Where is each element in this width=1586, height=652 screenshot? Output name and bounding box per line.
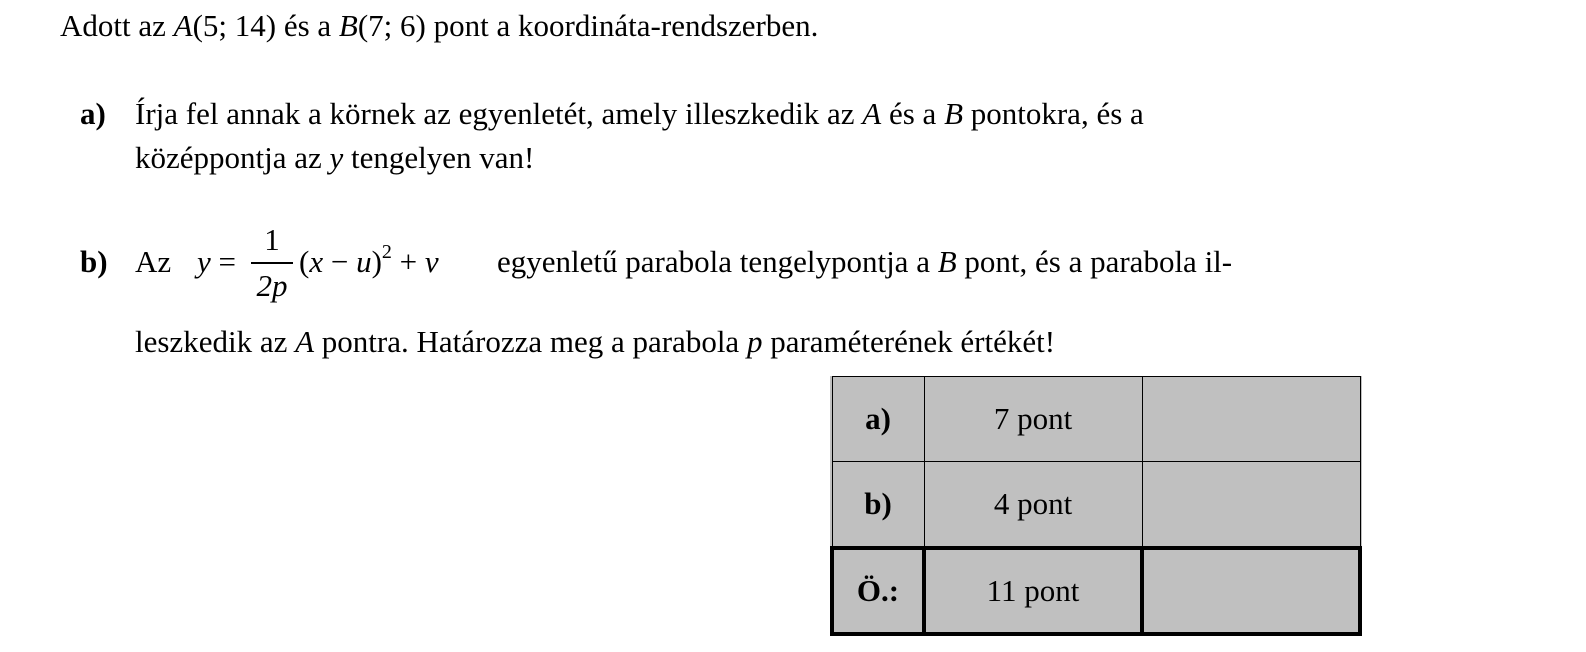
task-b-line-1-text	[497, 244, 1232, 280]
point-a-label: A	[862, 96, 882, 131]
task-a-text: középpontja az	[135, 140, 330, 175]
score-points: 4 pont	[924, 462, 1142, 549]
score-points: 11 pont	[924, 548, 1142, 634]
eq-y: y	[197, 244, 211, 279]
task-a-text: pontokra, és a	[963, 96, 1144, 131]
point-a-label: A	[173, 8, 193, 43]
task-b-text: Az	[135, 244, 172, 279]
eq-u: u	[356, 244, 372, 279]
point-b-label: B	[338, 8, 358, 43]
task-a-body	[135, 92, 1144, 180]
task-b-label: b)	[80, 244, 108, 279]
parameter-p-label: p	[746, 324, 763, 359]
parabola-equation-rhs	[299, 241, 439, 280]
task-a-label: a)	[80, 96, 106, 131]
eq-paren: (	[299, 244, 310, 279]
task-a-text: és a	[881, 96, 945, 131]
task-a-text: Írja fel annak a körnek az egyenletét, amely illeszkedik az	[135, 96, 863, 131]
parabola-equation-lhs	[197, 244, 236, 280]
task-b-text: pont, és a parabola il-	[956, 244, 1233, 279]
fraction-numerator: 1	[264, 222, 280, 257]
score-label: b)	[832, 462, 924, 549]
score-table	[830, 376, 1362, 636]
task-b-line-2	[135, 324, 1055, 360]
task-b-text: egyenletű parabola tengelypontja a	[497, 244, 938, 279]
task-b-text: leszkedik az	[135, 324, 296, 359]
eq-minus: −	[323, 244, 357, 279]
intro-text: (5; 14) és a	[192, 8, 339, 43]
score-label: Ö.:	[832, 548, 924, 634]
eq-paren: )	[371, 244, 382, 279]
task-a-line-1	[135, 92, 1144, 136]
score-blank-cell	[1142, 462, 1360, 549]
fraction-denominator: 2p	[256, 268, 288, 303]
score-row-b	[832, 462, 1360, 549]
y-axis-label: y	[329, 140, 344, 175]
fraction-one-over-2p	[249, 218, 295, 308]
task-a-line-2	[135, 136, 1144, 180]
eq-exponent: 2	[381, 241, 392, 263]
eq-v: v	[424, 244, 439, 279]
score-label: a)	[832, 377, 924, 462]
point-a-label: A	[295, 324, 315, 359]
point-b-label: B	[944, 96, 963, 131]
score-blank-cell	[1142, 377, 1360, 462]
score-points: 7 pont	[924, 377, 1142, 462]
point-b-label: B	[937, 244, 957, 279]
task-b-text: pontra. Határozza meg a parabola	[314, 324, 747, 359]
score-row-a	[832, 377, 1360, 462]
eq-plus: +	[391, 244, 425, 279]
intro-sentence	[60, 8, 818, 44]
eq-equals: =	[210, 244, 236, 279]
intro-text: (7; 6) pont a koordináta-rendszerben.	[357, 8, 819, 43]
intro-text: Adott az	[60, 8, 174, 43]
score-blank-cell	[1142, 548, 1360, 634]
task-a-text: tengelyen van!	[343, 140, 535, 175]
task-b-text: paraméterének értékét!	[762, 324, 1056, 359]
score-row-total	[832, 548, 1360, 634]
eq-x: x	[309, 244, 324, 279]
